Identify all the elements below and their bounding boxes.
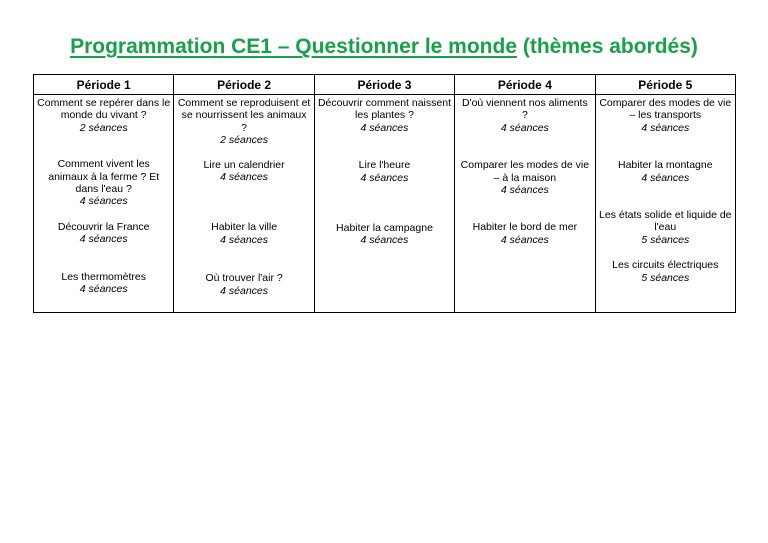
theme-label: Comparer des modes de vie – les transports bbox=[599, 97, 732, 122]
sessions-count: 4 séances bbox=[500, 233, 549, 246]
period-5-cell bbox=[595, 95, 735, 313]
theme-item bbox=[458, 97, 591, 134]
theme-item bbox=[37, 221, 170, 246]
theme-item bbox=[177, 221, 310, 246]
theme-item bbox=[37, 271, 170, 296]
theme-item bbox=[318, 222, 451, 247]
theme-label: Habiter la ville bbox=[211, 221, 278, 234]
sessions-count: 4 séances bbox=[360, 234, 409, 247]
period-1-header: Période 1 bbox=[34, 75, 174, 95]
theme-label: Découvrir la France bbox=[57, 220, 150, 233]
page-title bbox=[0, 35, 768, 59]
theme-item bbox=[318, 97, 451, 134]
sessions-count: 5 séances bbox=[641, 233, 690, 246]
theme-label: Habiter la montagne bbox=[618, 159, 713, 172]
period-1-cell bbox=[34, 95, 174, 313]
sessions-count: 2 séances bbox=[220, 134, 269, 147]
theme-label: Les circuits électriques bbox=[612, 259, 719, 272]
theme-label: Les états solide et liquide de l'eau bbox=[599, 209, 732, 234]
theme-label: D'où viennent nos aliments ? bbox=[461, 97, 588, 122]
period-3-cell bbox=[314, 95, 454, 313]
content-row bbox=[34, 95, 736, 313]
theme-item bbox=[37, 97, 170, 134]
period-3-header: Période 3 bbox=[314, 75, 454, 95]
period-4-cell bbox=[455, 95, 595, 313]
theme-item bbox=[177, 159, 310, 184]
theme-label: Comment se repérer dans le monde du vivant ? bbox=[37, 97, 171, 122]
sessions-count: 4 séances bbox=[220, 171, 269, 184]
header-row bbox=[34, 75, 736, 95]
sessions-count: 4 séances bbox=[360, 171, 409, 184]
period-4-header: Période 4 bbox=[455, 75, 595, 95]
period-5-header: Période 5 bbox=[595, 75, 735, 95]
theme-item bbox=[599, 159, 732, 184]
period-2-header: Période 2 bbox=[174, 75, 314, 95]
theme-item bbox=[599, 97, 732, 134]
theme-item bbox=[599, 209, 732, 246]
theme-item bbox=[177, 97, 310, 147]
theme-label: Découvrir comment naissent les plantes ? bbox=[317, 97, 451, 122]
sessions-count: 4 séances bbox=[220, 284, 269, 297]
theme-label: Comparer les modes de vie – à la maison bbox=[460, 159, 590, 184]
theme-label: Habiter la campagne bbox=[336, 222, 433, 235]
theme-item bbox=[318, 159, 451, 184]
period-2-cell bbox=[174, 95, 314, 313]
programme-table bbox=[33, 74, 736, 313]
sessions-count: 4 séances bbox=[500, 184, 549, 197]
theme-item bbox=[458, 159, 591, 196]
theme-item bbox=[37, 158, 170, 208]
title-suffix: (thèmes abordés) bbox=[517, 35, 698, 58]
theme-item bbox=[599, 259, 732, 284]
theme-label: Comment se reproduisent et se nourrissent les animaux ? bbox=[177, 97, 311, 134]
theme-label: Comment vivent les animaux à la ferme ? Et dans l'eau ? bbox=[48, 158, 160, 196]
theme-item bbox=[458, 221, 591, 246]
theme-label: Où trouver l'air ? bbox=[205, 272, 283, 285]
sessions-count: 4 séances bbox=[79, 195, 128, 208]
theme-label: Lire l'heure bbox=[358, 159, 411, 172]
sessions-count: 4 séances bbox=[500, 121, 549, 134]
theme-label: Habiter le bord de mer bbox=[472, 221, 578, 234]
theme-item bbox=[177, 272, 310, 297]
title-main: Programmation CE1 – Questionner le monde bbox=[70, 35, 518, 58]
sessions-count: 4 séances bbox=[220, 233, 269, 246]
theme-label: Lire un calendrier bbox=[203, 158, 285, 171]
sessions-count: 4 séances bbox=[360, 121, 409, 134]
sessions-count: 4 séances bbox=[79, 233, 128, 246]
sessions-count: 2 séances bbox=[79, 121, 128, 134]
sessions-count: 4 séances bbox=[641, 121, 690, 134]
sessions-count: 5 séances bbox=[641, 271, 690, 284]
sessions-count: 4 séances bbox=[641, 171, 690, 184]
sessions-count: 4 séances bbox=[79, 283, 128, 296]
theme-label: Les thermomètres bbox=[61, 270, 146, 283]
